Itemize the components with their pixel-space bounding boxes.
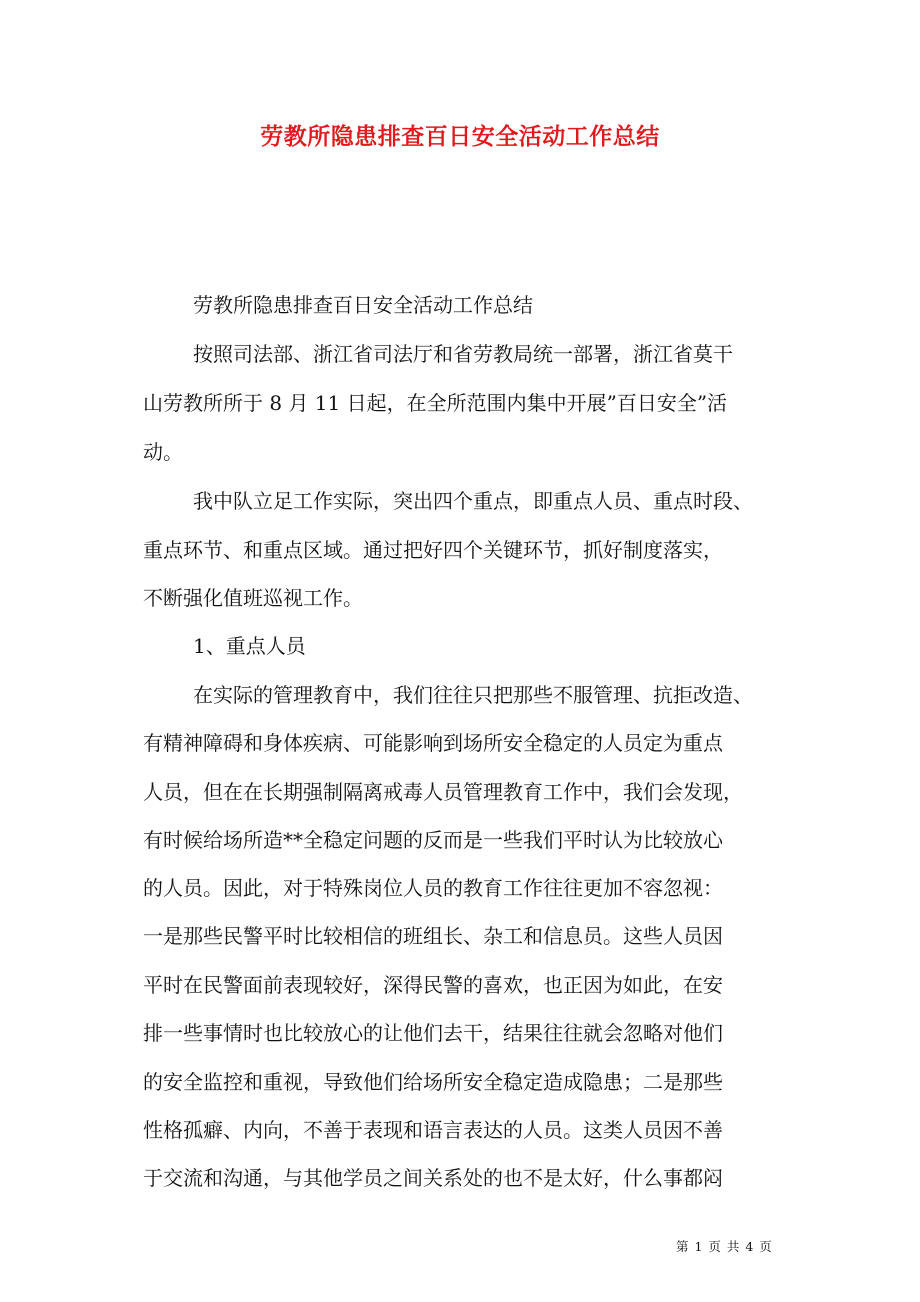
body-line: 的人员。因此，对于特殊岗位人员的教育工作往往更加不容忽视： <box>143 876 723 900</box>
body-line: 劳教所隐患排查百日安全活动工作总结 <box>193 293 533 317</box>
body-line: 在实际的管理教育中，我们往往只把那些不服管理、抗拒改造、 <box>193 683 753 707</box>
body-line: 有时候给场所造**全稳定问题的反而是一些我们平时认为比较放心 <box>143 828 723 852</box>
body-line: 于交流和沟通，与其他学员之间关系处的也不是太好，什么事都闷 <box>143 1166 723 1190</box>
body-line: 人员，但在在长期强制隔离戒毒人员管理教育工作中，我们会发现， <box>143 780 743 804</box>
body-line: 平时在民警面前表现较好，深得民警的喜欢，也正因为如此，在安 <box>143 973 723 997</box>
document-title: 劳教所隐患排查百日安全活动工作总结 <box>260 123 660 150</box>
body-line: 排一些事情时也比较放心的让他们去干，结果往往就会忽略对他们 <box>143 1021 723 1045</box>
body-line: 一是那些民警平时比较相信的班组长、杂工和信息员。这些人员因 <box>143 924 723 948</box>
body-line: 我中队立足工作实际，突出四个重点，即重点人员、重点时段、 <box>193 489 753 513</box>
section-heading: 1、重点人员 <box>193 634 306 658</box>
body-line: 性格孤癖、内向，不善于表现和语言表达的人员。这类人员因不善 <box>143 1118 723 1142</box>
body-line: 重点环节、和重点区域。通过把好四个关键环节，抓好制度落实， <box>143 538 723 562</box>
body-line: 山劳教所所于 8 月 11 日起，在全所范围内集中开展”百日安全”活 <box>143 391 728 415</box>
body-line: 的安全监控和重视，导致他们给场所安全稳定造成隐患；二是那些 <box>143 1070 723 1094</box>
body-line: 不断强化值班巡视工作。 <box>143 586 363 610</box>
body-line: 按照司法部、浙江省司法厅和省劳教局统一部署，浙江省莫干 <box>193 342 733 366</box>
body-line: 有精神障碍和身体疾病、可能影响到场所安全稳定的人员定为重点 <box>143 731 723 755</box>
page-number: 第 1 页 共 4 页 <box>676 1239 773 1254</box>
body-line: 动。 <box>143 440 183 464</box>
